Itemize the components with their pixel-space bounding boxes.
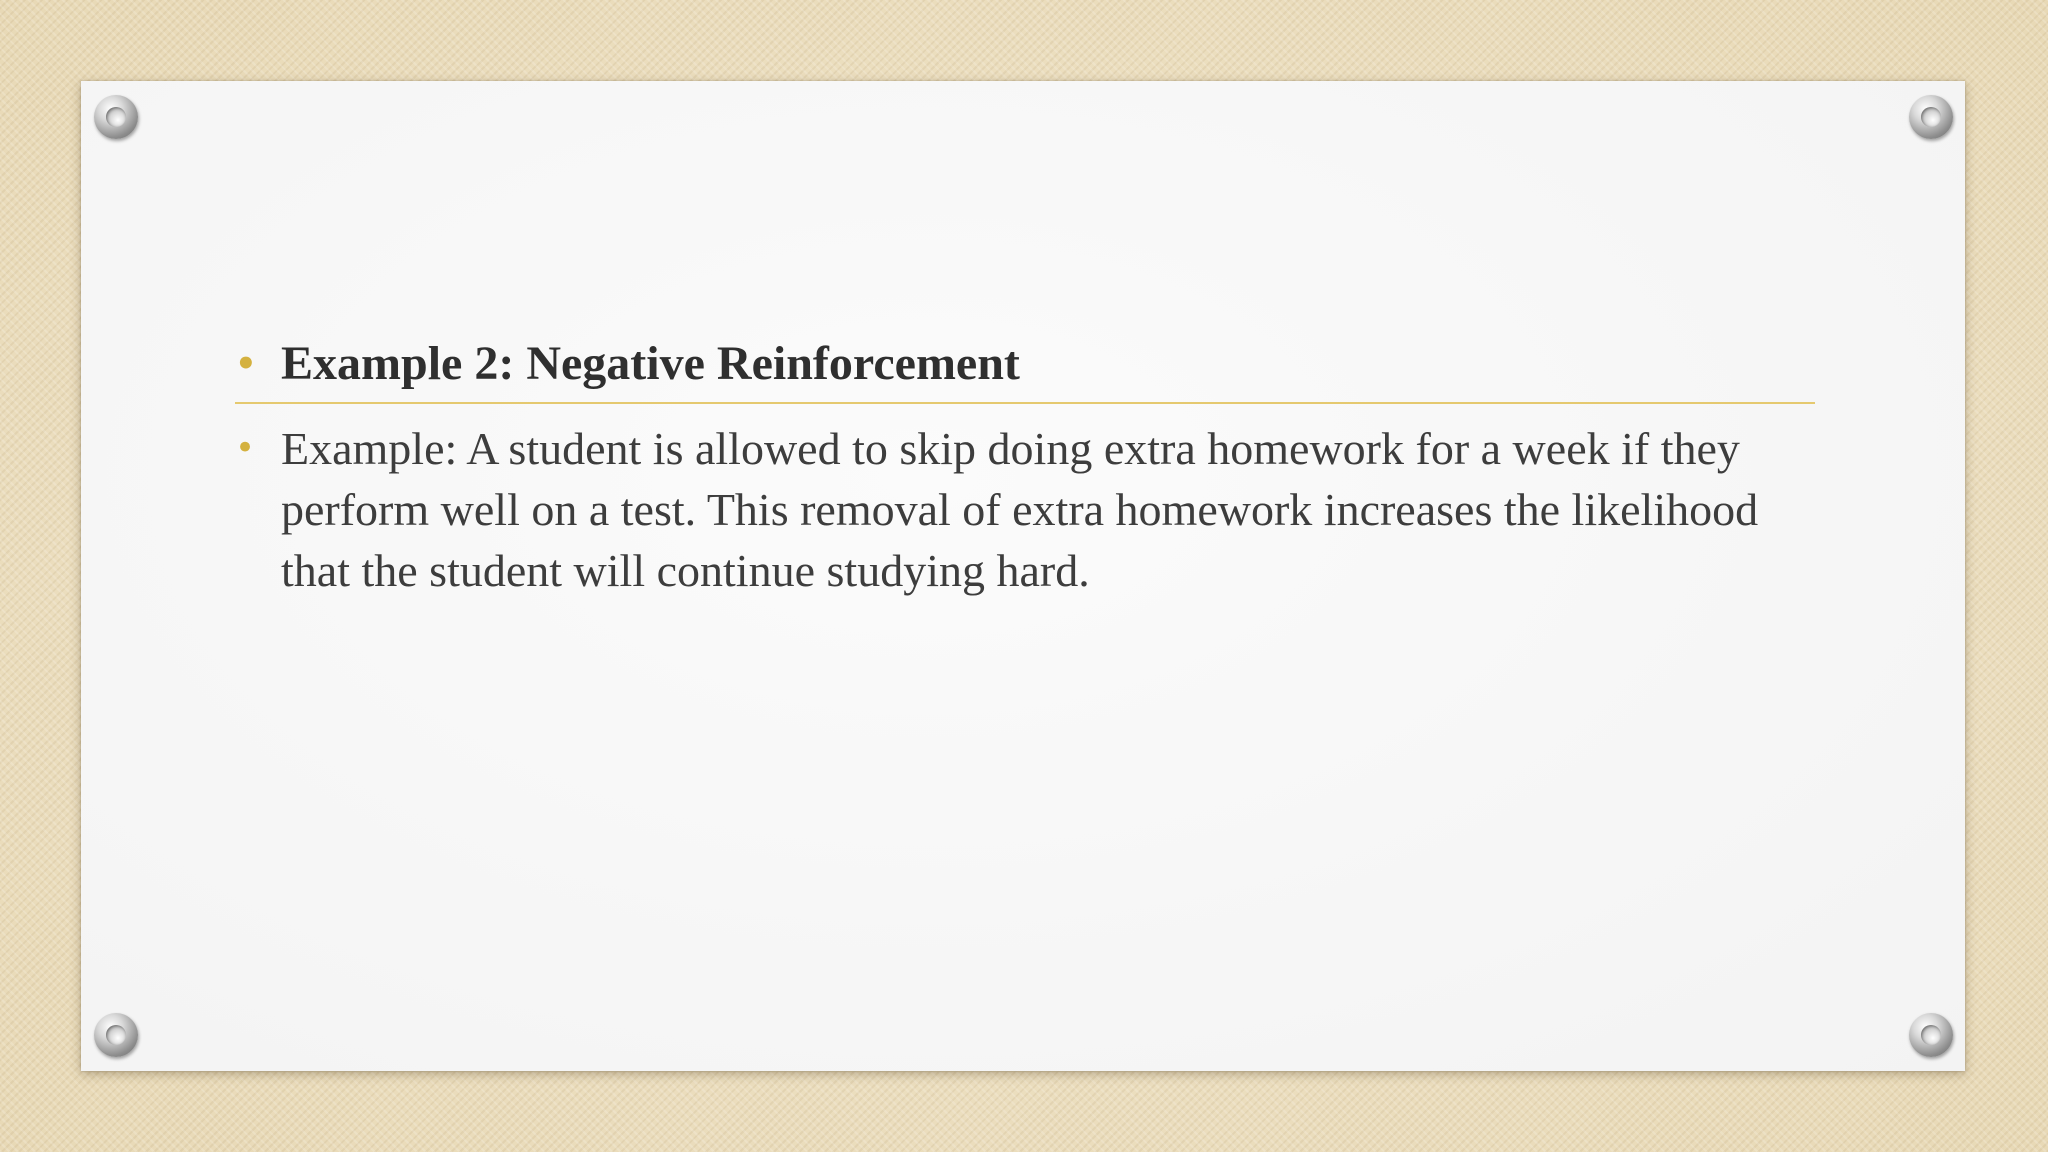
slide-title-item	[235, 330, 1815, 398]
slide-body-item	[235, 418, 1815, 601]
bullet-icon: •	[235, 344, 257, 384]
grommet-icon	[1909, 95, 1953, 139]
grommet-icon	[94, 95, 138, 139]
grommet-icon	[1909, 1013, 1953, 1057]
grommet-icon	[94, 1013, 138, 1057]
slide-content	[235, 330, 1815, 601]
slide-title: Example 2: Negative Reinforcement	[281, 337, 1020, 390]
slide-body-text: Example: A student is allowed to skip doing extra homework for a week if they perform well on a test. This removal of extra homework increases the likelihood that the student will continue studying hard.	[281, 423, 1759, 596]
bullet-icon: •	[235, 428, 256, 468]
title-divider	[235, 402, 1815, 404]
